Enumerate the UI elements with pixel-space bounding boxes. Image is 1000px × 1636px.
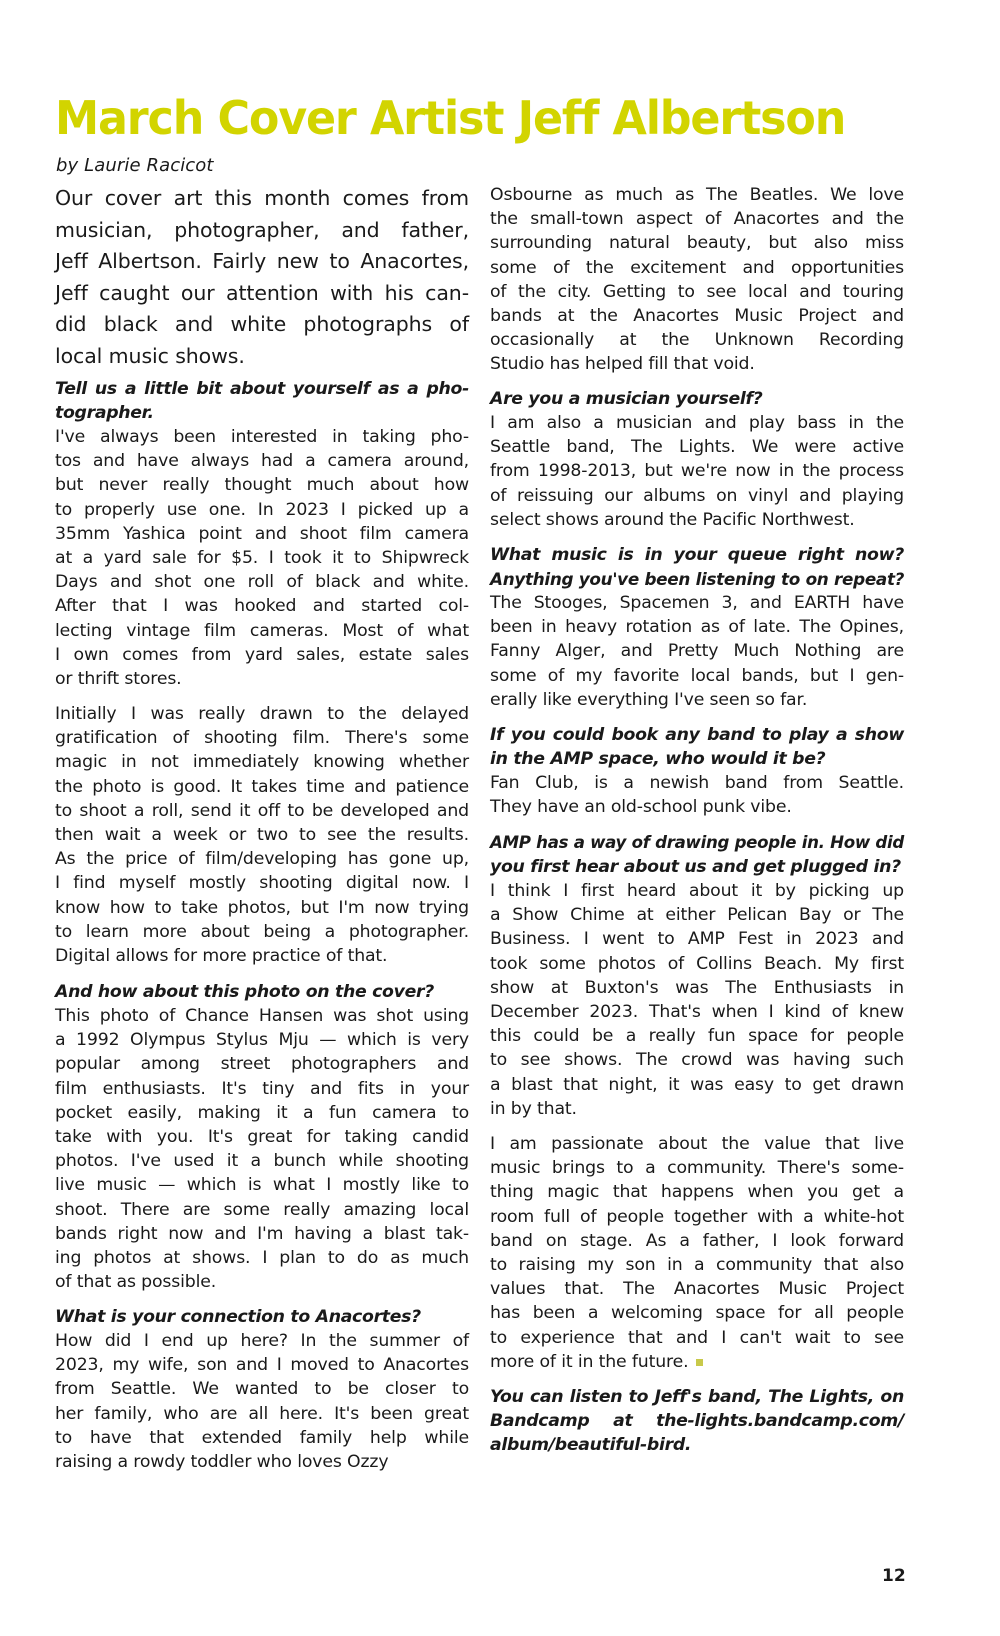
closing-note (490, 1385, 904, 1458)
text-line: Seattle band, The Lights. We were active (490, 437, 904, 458)
text-line: this could be a really fun space for people (490, 1026, 904, 1047)
text-line: more of it in the future. (490, 1350, 904, 1374)
text-line: erally like everything I've seen so far. (490, 689, 808, 710)
text-line: in the AMP space, who would it be? (490, 749, 826, 770)
text-line: values that. The Anacortes Music Project (490, 1279, 904, 1300)
page-number: 12 (882, 1566, 906, 1586)
text-line: Studio has helped fill that void. (490, 354, 755, 375)
text-line: 35mm Yashica point and shoot film camera (55, 523, 469, 544)
text-line: select shows around the Pacific Northwest. (490, 509, 855, 530)
text-line: You can listen to Jeff's band, The Lights, on (490, 1387, 904, 1407)
text-line: Osbourne as much as The Beatles. We love (490, 185, 904, 205)
question-musician (490, 387, 904, 411)
text-line: a 1992 Olympus Stylus Mju — which is very (55, 1030, 469, 1051)
answer-book-band (490, 771, 904, 819)
text-line: took some photos of Collins Beach. My first (490, 953, 904, 974)
text-line: 2023, my wife, son and I moved to Anacortes (55, 1355, 469, 1376)
text-line: thing magic that happens when you get a (490, 1182, 904, 1203)
text-line: of the city. Getting to see local and touring (490, 281, 904, 302)
article-title: March Cover Artist Jeff Albertson (55, 91, 846, 145)
byline: by Laurie Racicot (56, 155, 214, 176)
text-line: in by that. (490, 1098, 577, 1119)
text-line: some of my favorite local bands, but I gen- (490, 665, 904, 686)
text-line: lecting vintage film cameras. Most of what (55, 620, 469, 641)
text-line: the photo is good. It takes time and patience (55, 776, 469, 797)
text-line: some of the excitement and opportunities (490, 257, 904, 278)
text-line: Jeff caught our attention with his can- (55, 280, 469, 305)
text-line: film enthusiasts. It's tiny and fits in your (55, 1078, 469, 1099)
text-line: local music shows. (55, 343, 245, 368)
text-line: shoot. There are some really amazing local (55, 1199, 469, 1220)
text-line: live music — which is what I mostly like to (55, 1175, 469, 1196)
text-line: of reissuing our albums on vinyl and playing (490, 485, 904, 506)
text-line: been in heavy rotation as of late. The Opines, (490, 617, 904, 638)
text-line: room full of people together with a white-hot (490, 1206, 904, 1227)
text-line: Initially I was really drawn to the delayed (55, 704, 469, 724)
text-line: bands right now and I'm having a blast tak- (55, 1223, 469, 1244)
text-line: As the price of film/developing has gone up, (55, 849, 469, 870)
text-line: to see shows. The crowd was having such (490, 1050, 904, 1071)
text-line: magic in not immediately knowing whether (55, 752, 469, 773)
answer-music-queue (490, 591, 904, 712)
text-line: but never really thought much about how (55, 475, 469, 496)
answer-cover-photo (55, 1004, 469, 1294)
text-line: or thrift stores. (55, 669, 182, 690)
text-line: I've always been interested in taking pho- (55, 427, 469, 447)
text-line: Jeff Albertson. Fairly new to Anacortes, (55, 249, 469, 274)
answer-anacortes-continued (490, 183, 904, 377)
text-line: I think I first heard about it by picking up (490, 881, 904, 901)
text-line: to properly use one. In 2023 I picked up a (55, 499, 469, 520)
answer-photographer (55, 425, 469, 691)
text-line: And how about this photo on the cover? (55, 982, 434, 1002)
text-line: AMP has a way of drawing people in. How did (490, 833, 904, 852)
text-line: to have that extended family help while (55, 1427, 469, 1448)
text-line: Days and shot one roll of black and white. (55, 572, 469, 593)
question-book-band (490, 723, 904, 771)
text-line: surrounding natural beauty, but also miss (490, 233, 904, 254)
text-line: gratification of shooting film. There's some (55, 728, 469, 749)
text-line: Digital allows for more practice of that. (55, 946, 388, 967)
text-line: a Show Chime at either Pelican Bay or The (490, 905, 904, 926)
text-line: music brings to a community. There's some- (490, 1158, 904, 1179)
text-line: show at Buxton's was The Enthusiasts in (490, 977, 904, 998)
text-line: They have an old-school punk vibe. (490, 797, 792, 818)
text-line: take with you. It's great for taking candid (55, 1127, 469, 1148)
answer-anacortes (55, 1329, 469, 1474)
text-line: Tell us a little bit about yourself as a pho- (55, 379, 469, 399)
text-line: musician, photographer, and father, (55, 217, 469, 242)
text-line: to learn more about being a photographer. (55, 921, 469, 942)
question-music-queue (490, 543, 904, 591)
text-line: then wait a week or two to see the results. (55, 825, 469, 846)
text-line: photos. I've used it a bunch while shooting (55, 1151, 469, 1172)
text-line: from Seattle. We wanted to be closer to (55, 1379, 469, 1400)
text-line: Bandcamp at the-lights.bandcamp.com/ (490, 1411, 904, 1432)
text-line: December 2023. That's when I kind of knew (490, 1002, 904, 1023)
text-line: to shoot a roll, send it off to be developed and (55, 800, 469, 821)
text-line: Our cover art this month comes from (55, 186, 469, 210)
text-line: her family, who are all here. It's been great (55, 1403, 469, 1424)
text-line: bands at the Anacortes Music Project and (490, 306, 904, 327)
lead-paragraph (55, 183, 469, 373)
answer-film-paragraph (55, 702, 469, 968)
text-line: What is your connection to Anacortes? (55, 1307, 421, 1327)
text-line: to experience that and I can't wait to see (490, 1327, 904, 1348)
text-line: of that as possible. (55, 1272, 217, 1293)
text-line: raising a rowdy toddler who loves Ozzy (55, 1452, 389, 1473)
question-amp (490, 831, 904, 879)
text-line: I find myself mostly shooting digital now. I (55, 873, 469, 894)
text-line: Fan Club, is a newish band from Seattle. (490, 773, 904, 793)
text-line: pocket easily, making it a fun camera to (55, 1102, 469, 1123)
answer-musician (490, 411, 904, 532)
text-line: Business. I went to AMP Fest in 2023 and (490, 929, 904, 950)
text-line: from 1998-2013, but we're now in the process (490, 461, 904, 482)
text-line: Are you a musician yourself? (490, 389, 763, 409)
text-line: occasionally at the Unknown Recording (490, 330, 904, 351)
text-line: you first hear about us and get plugged in? (490, 857, 901, 878)
text-line: I am passionate about the value that live (490, 1134, 904, 1154)
text-line: How did I end up here? In the summer of (55, 1331, 469, 1351)
text-line: tographer. (55, 403, 154, 424)
text-line: know how to take photos, but I'm now trying (55, 897, 469, 918)
text-line: has been a welcoming space for all people (490, 1303, 904, 1324)
text-line: Anything you've been listening to on repeat? (490, 569, 905, 590)
text-line: a blast that night, it was easy to get drawn (490, 1074, 904, 1095)
question-cover-photo (55, 980, 469, 1004)
text-line: popular among street photographers and (55, 1054, 469, 1075)
text-line: ing photos at shows. I plan to do as much (55, 1248, 469, 1269)
text-line: to raising my son in a community that also (490, 1255, 904, 1276)
text-line: tos and have always had a camera around, (55, 451, 469, 472)
answer-amp (490, 879, 904, 1121)
answer-community (490, 1132, 904, 1374)
text-line: band on stage. As a father, I look forward (490, 1230, 904, 1251)
end-of-article-square-icon (696, 1359, 703, 1366)
text-line: The Stooges, Spacemen 3, and EARTH have (490, 593, 904, 613)
text-line: Fanny Alger, and Pretty Much Nothing are (490, 641, 904, 662)
text-line: album/beautiful-bird. (490, 1435, 692, 1456)
question-photographer (55, 377, 469, 425)
text-line: at a yard sale for $5. I took it to Shipwreck (55, 548, 469, 569)
text-line: I am also a musician and play bass in the (490, 413, 904, 433)
text-line: After that I was hooked and started col- (55, 596, 469, 617)
text-line: the small-town aspect of Anacortes and the (490, 209, 904, 230)
text-line: did black and white photographs of (55, 312, 469, 337)
text-line: This photo of Chance Hansen was shot using (55, 1006, 469, 1026)
text-line: What music is in your queue right now? (490, 545, 904, 565)
text-line: If you could book any band to play a show (490, 725, 904, 745)
question-anacortes (55, 1305, 469, 1329)
text-line: I own comes from yard sales, estate sales (55, 644, 469, 665)
